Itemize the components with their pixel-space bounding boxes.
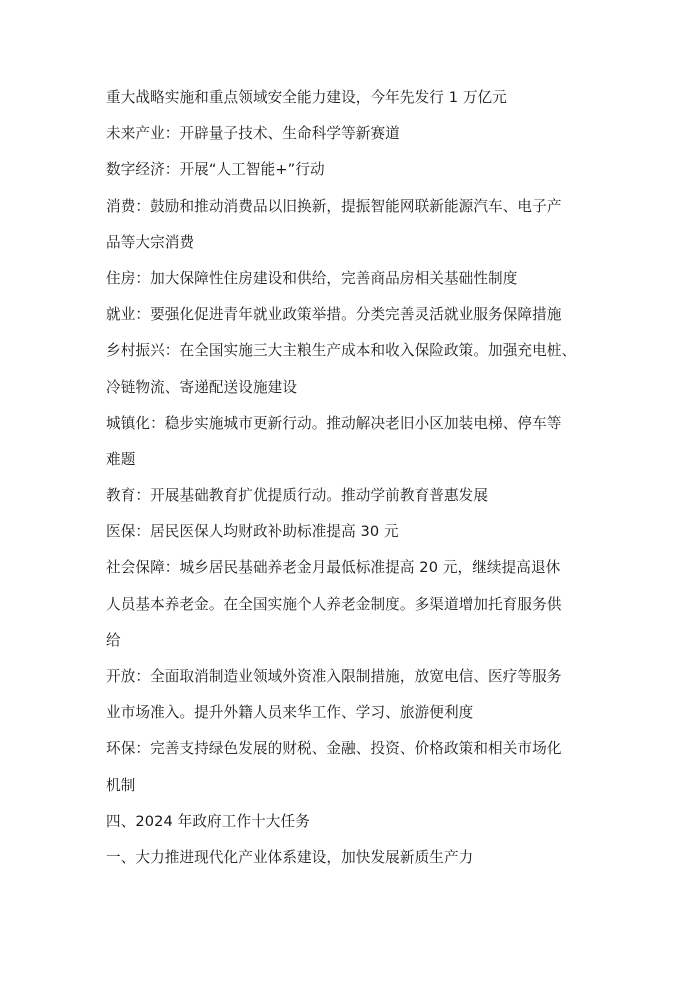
document-body xyxy=(106,89,576,885)
text-line: 住房：加大保障性住房建设和供给，完善商品房相关基础性制度 xyxy=(106,269,518,287)
text-line: 冷链物流、寄递配送设施建设 xyxy=(106,378,298,396)
section-heading: 四、2024 年政府工作十大任务 xyxy=(106,812,310,830)
text-line: 乡村振兴：在全国实施三大主粮生产成本和收入保险政策。加强充电桩、 xyxy=(106,342,577,360)
text-line: 机制 xyxy=(106,776,136,794)
text-line: 医保：居民医保人均财政补助标准提高 30 元 xyxy=(106,523,399,541)
text-line: 环保：完善支持绿色发展的财税、金融、投资、价格政策和相关市场化 xyxy=(106,740,562,758)
text-line: 社会保障：城乡居民基础养老金月最低标准提高 20 元，继续提高退休 xyxy=(106,559,561,577)
text-line: 就业：要强化促进青年就业政策举措。分类完善灵活就业服务保障措施 xyxy=(106,306,562,324)
text-line: 未来产业：开辟量子技术、生命科学等新赛道 xyxy=(106,125,400,143)
subsection-heading: 一、大力推进现代化产业体系建设，加快发展新质生产力 xyxy=(106,848,474,866)
text-line: 消费：鼓励和推动消费品以旧换新，提振智能网联新能源汽车、电子产 xyxy=(106,197,562,215)
text-line: 品等大宗消费 xyxy=(106,233,195,251)
text-line: 城镇化：稳步实施城市更新行动。推动解决老旧小区加装电梯、停车等 xyxy=(106,414,562,432)
text-line: 重大战略实施和重点领域安全能力建设，今年先发行 1 万亿元 xyxy=(106,89,507,106)
text-line: 人员基本养老金。在全国实施个人养老金制度。多渠道增加托育服务供 xyxy=(106,595,562,613)
text-line: 数字经济：开展“人工智能+”行动 xyxy=(106,161,325,179)
text-line: 难题 xyxy=(106,450,136,468)
text-line: 教育：开展基础教育扩优提质行动。推动学前教育普惠发展 xyxy=(106,487,489,505)
text-line: 给 xyxy=(106,631,121,649)
text-line: 业市场准入。提升外籍人员来华工作、学习、旅游便利度 xyxy=(106,704,474,722)
text-line: 开放：全面取消制造业领域外资准入限制措施，放宽电信、医疗等服务 xyxy=(106,668,562,685)
